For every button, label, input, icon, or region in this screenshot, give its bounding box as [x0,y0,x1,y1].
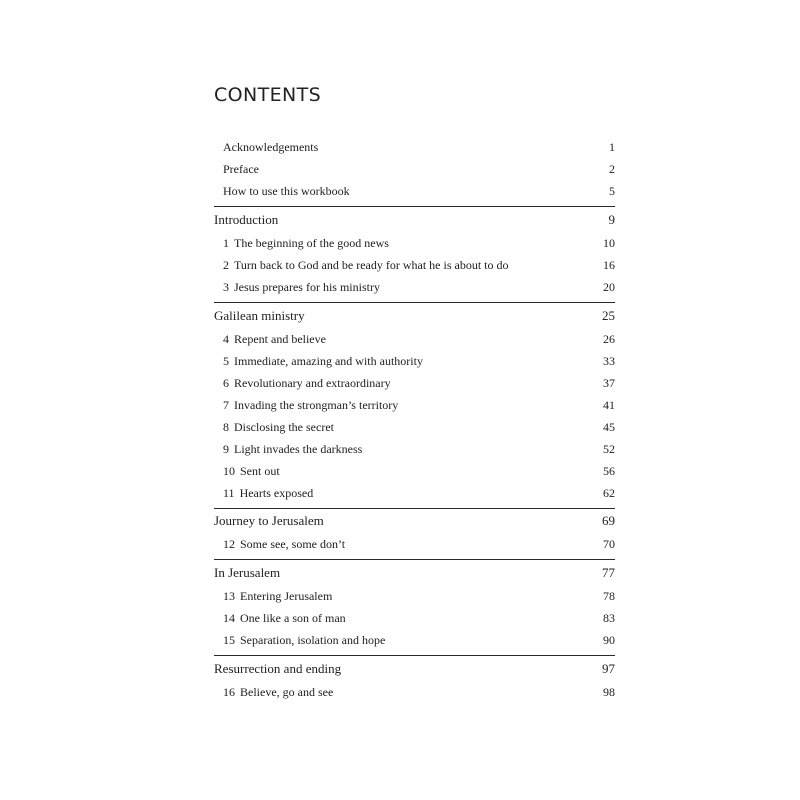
section-title: In Jerusalem [214,565,281,580]
toc-section-in-jerusalem[interactable] [0,563,800,583]
chapter-number: 11 [223,486,235,500]
chapter-number: 1 [223,236,229,250]
chapter-title: Revolutionary and extraordinary [234,376,391,390]
chapter-title: Hearts exposed [239,486,314,500]
chapter-title: Turn back to God and be ready for what he is about to do [234,258,509,272]
toc-chapter[interactable] [0,461,800,481]
toc-entry[interactable] [0,159,800,179]
section-divider [214,302,615,303]
toc-chapter[interactable] [0,682,800,702]
section-title: Galilean ministry [214,308,305,323]
toc-chapter[interactable] [0,483,800,503]
chapter-number: 5 [223,354,229,368]
section-divider [214,508,615,509]
chapter-number: 2 [223,258,229,272]
toc-chapter[interactable] [0,417,800,437]
toc-entry[interactable] [0,137,800,157]
chapter-title: The beginning of the good news [234,236,389,250]
chapter-page: 83 [603,611,615,625]
section-divider [214,655,615,656]
section-page: 25 [602,308,615,323]
chapter-page: 52 [603,442,615,456]
section-page: 97 [602,661,615,676]
chapter-page: 90 [603,633,615,647]
chapter-title: Sent out [240,464,280,478]
chapter-number: 13 [223,589,235,603]
toc-entry[interactable] [0,181,800,201]
chapter-title: Entering Jerusalem [240,589,333,603]
chapter-number: 8 [223,420,229,434]
toc-section-resurrection-and-ending[interactable] [0,659,800,679]
chapter-title: Some see, some don’t [240,537,346,551]
chapter-title: Separation, isolation and hope [240,633,386,647]
chapter-title: Repent and believe [234,332,326,346]
chapter-title: Light invades the darkness [234,442,363,456]
section-page: 77 [602,565,615,580]
chapter-page: 37 [603,376,615,390]
section-divider [214,206,615,207]
chapter-page: 56 [603,464,615,478]
chapter-number: 16 [223,685,235,699]
toc-chapter[interactable] [0,329,800,349]
chapter-number: 7 [223,398,229,412]
section-title: Journey to Jerusalem [214,513,324,528]
chapter-number: 14 [223,611,235,625]
toc-section-introduction[interactable] [0,210,800,230]
chapter-page: 98 [603,685,615,699]
chapter-number: 10 [223,464,235,478]
chapter-page: 70 [603,537,615,551]
chapter-page: 78 [603,589,615,603]
toc-chapter[interactable] [0,608,800,628]
toc-chapter[interactable] [0,255,800,275]
toc-chapter[interactable] [0,630,800,650]
chapter-page: 20 [603,280,615,294]
toc-section-galilean-ministry[interactable] [0,306,800,326]
chapter-page: 10 [603,236,615,250]
chapter-number: 9 [223,442,229,456]
chapter-number: 12 [223,537,235,551]
chapter-title: Disclosing the secret [234,420,334,434]
section-title: Introduction [214,212,279,227]
toc-entry-label: How to use this workbook [223,184,350,198]
toc-chapter[interactable] [0,351,800,371]
chapter-title: Believe, go and see [240,685,334,699]
toc-entry-page: 1 [609,140,615,154]
toc-entry-page: 5 [609,184,615,198]
toc-chapter[interactable] [0,373,800,393]
chapter-page: 45 [603,420,615,434]
chapter-page: 33 [603,354,615,368]
chapter-title: One like a son of man [240,611,346,625]
toc-chapter[interactable] [0,277,800,297]
toc-entry-page: 2 [609,162,615,176]
chapter-page: 62 [603,486,615,500]
section-page: 9 [608,212,615,227]
chapter-page: 16 [603,258,615,272]
chapter-title: Invading the strongman’s territory [234,398,399,412]
toc-entry-label: Acknowledgements [223,140,319,154]
chapter-page: 41 [603,398,615,412]
chapter-number: 15 [223,633,235,647]
section-divider [214,559,615,560]
toc-section-journey-to-jerusalem[interactable] [0,511,800,531]
toc-chapter[interactable] [0,233,800,253]
toc-chapter[interactable] [0,534,800,554]
chapter-number: 4 [223,332,229,346]
chapter-title: Jesus prepares for his ministry [234,280,380,294]
chapter-number: 6 [223,376,229,390]
toc-chapter[interactable] [0,586,800,606]
section-page: 69 [602,513,615,528]
toc-chapter[interactable] [0,395,800,415]
chapter-number: 3 [223,280,229,294]
toc-chapter[interactable] [0,439,800,459]
chapter-title: Immediate, amazing and with authority [234,354,423,368]
section-title: Resurrection and ending [214,661,342,676]
toc-entry-label: Preface [223,162,259,176]
page-title: CONTENTS [214,84,322,106]
chapter-page: 26 [603,332,615,346]
